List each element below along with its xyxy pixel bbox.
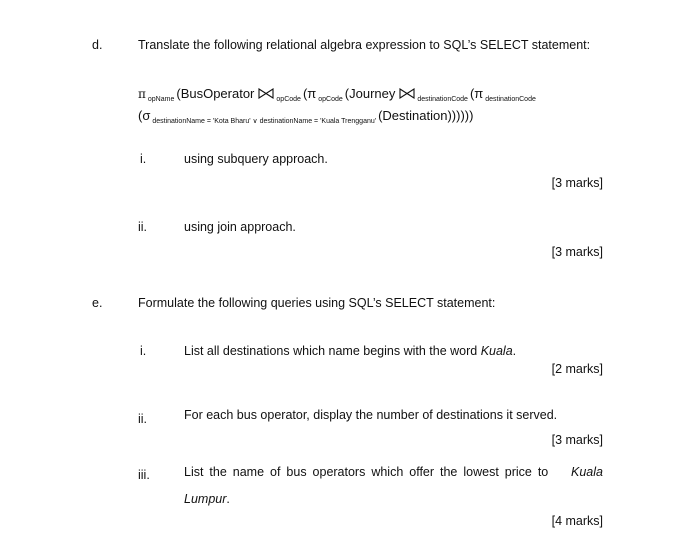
natural-join-icon [258,88,274,99]
part-e-iii-tail: . [226,492,230,506]
part-e-iii-emphasis-2: Lumpur [184,492,227,506]
projection-attr-2: opCode [318,96,343,103]
bus-operator-relation: (BusOperator [176,86,255,101]
part-e-iii-text-main: List the name of bus operators which offer the lowest price to [184,465,549,479]
part-e-i-marks: [2 marks] [551,362,603,376]
part-e-ii-label: ii. [138,412,148,426]
part-e-iii-text-line-2 [184,492,230,506]
part-d-i-marks: [3 marks] [551,176,603,190]
part-e-ii-text: For each bus operator, display the number of destinations it served. [184,408,558,422]
part-d-ii-text: using join approach. [184,220,296,234]
part-e-iii-text-line-1 [184,465,603,479]
question-e-label: e. [92,296,103,310]
join-attr-opcode: opCode [276,96,301,103]
natural-join-icon [399,88,415,99]
projection-attr: opName [147,96,175,103]
part-e-i-text [184,344,516,358]
part-e-i-label: i. [140,344,147,358]
part-d-ii-marks: [3 marks] [551,245,603,259]
projection-open-2: (π [302,86,317,101]
question-d-label: d. [92,38,103,52]
question-e-text: Formulate the following queries using SQL’s SELECT statement: [138,296,496,310]
join-attr-destcode: destinationCode [417,96,468,103]
selection-open: (σ [138,108,151,123]
projection-symbol: π [138,87,146,101]
part-e-ii-marks: [3 marks] [551,433,603,447]
part-e-i-text-main: List all destinations which name begins with the word [184,344,481,358]
part-d-i-label: i. [140,152,147,166]
projection-open-3: (π [469,86,484,101]
selection-condition: destinationName = 'Kota Bharu' ∨ destinationName = 'Kuala Trengganu' [152,118,377,125]
projection-attr-3: destinationCode [485,96,536,103]
relational-algebra-line-1 [138,86,538,101]
part-e-iii-marks: [4 marks] [551,514,603,528]
journey-relation: (Journey [344,86,396,101]
part-e-iii-label: iii. [138,468,150,482]
part-e-i-tail: . [512,344,517,358]
part-e-iii-emphasis-1: Kuala [571,465,603,479]
question-d-text: Translate the following relational algebra expression to SQL’s SELECT statement: [138,38,591,52]
part-e-i-emphasis: Kuala [480,344,513,358]
destination-relation: (Destination)))))) [378,108,474,123]
relational-algebra-line-2 [138,108,473,123]
part-d-i-text: using subquery approach. [184,152,328,166]
part-d-ii-label: ii. [138,220,148,234]
